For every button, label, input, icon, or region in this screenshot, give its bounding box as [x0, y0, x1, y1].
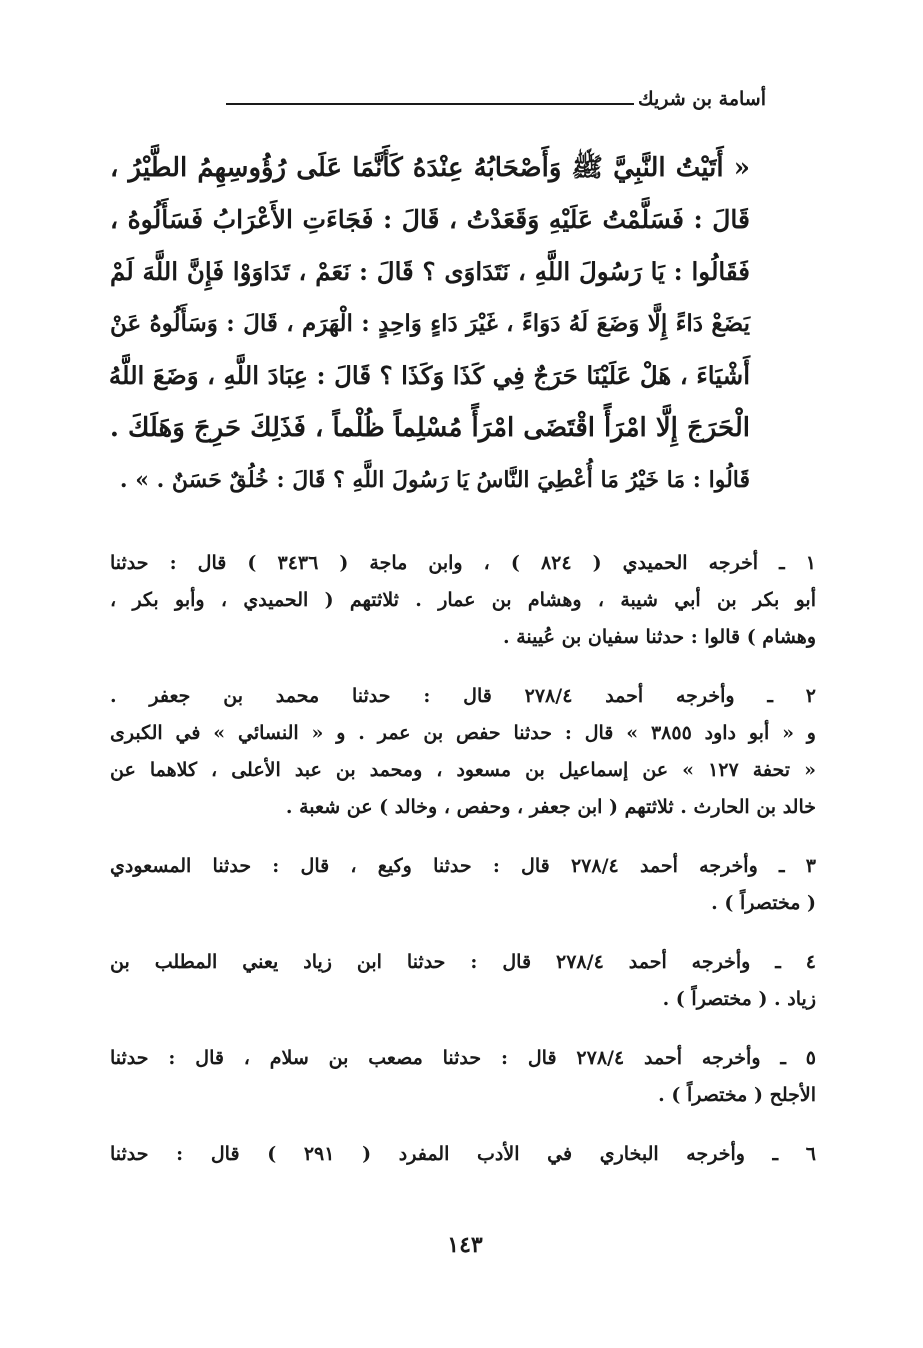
hadith-text [110, 142, 750, 506]
hadith-line: قَالُوا : مَا خَيْرُ مَا أُعْطِيَ النَّاسُ يَا رَسُولَ اللَّهِ ؟ قَالَ : خُلُقٌ حَسَنٌ . » . [119, 467, 750, 493]
hadith-line: أَشْيَاءَ ، هَلْ عَلَيْنَا حَرَجٌ فِي كَذَا وَكَذَا ؟ قَالَ : عِبَادَ اللَّهِ ، وَضَعَ اللَّهُ [108, 361, 750, 390]
footnote-line: أبو بكر بن أبي شيبة ، وهشام بن عمار . ثلاثتهم ( الحميدي ، وأبو بكر ، [110, 589, 816, 611]
footnote-line: و « أبو داود ٣٨٥٥ » قال : حدثنا حفص بن عمر . و « النسائي » في الكبرى [110, 722, 816, 744]
page-number: ١٤٣ [447, 1232, 483, 1258]
hadith-line: الْحَرَجَ إِلَّا امْرَأً اقْتَضَى امْرَأً مُسْلِماً ظُلْماً ، فَذَلِكَ حَرِجَ وَهَلَكَ . [109, 413, 750, 443]
footnote-4 [110, 944, 816, 1018]
footnote-line: وهشام ) قالوا : حدثنا سفيان بن عُيينة . [503, 626, 816, 648]
hadith-line: يَضَعْ دَاءً إِلَّا وَضَعَ لَهُ دَوَاءً ، غَيْرَ دَاءٍ وَاحِدٍ : الْهَرَم ، قَالَ : وَسَأَلُوهُ عَنْ [110, 310, 750, 337]
footnote-line: ٤ ـ وأخرجه أحمد ٢٧٨/٤ قال : حدثنا ابن زياد يعني المطلب بن [110, 951, 817, 973]
footnote-line: « تحفة ١٢٧ » عن إسماعيل بن مسعود ، ومحمد بن عبد الأعلى ، كلاهما عن [110, 759, 816, 781]
footnote-line: زياد . ( مختصراً ) . [662, 988, 816, 1010]
footnote-3 [110, 848, 816, 922]
footnote-5 [110, 1040, 816, 1114]
footnote-2 [110, 678, 816, 826]
footnote-line: ٢ ـ وأخرجه أحمد ٢٧٨/٤ قال : حدثنا محمد بن جعفر . [110, 685, 817, 707]
footnote-line: خالد بن الحارث . ثلاثتهم ( ابن جعفر ، وحفص ، وخالد ) عن شعبة . [285, 796, 816, 818]
footnote-line: ٥ ـ وأخرجه أحمد ٢٧٨/٤ قال : حدثنا مصعب بن سلام ، قال : حدثنا [110, 1047, 817, 1069]
footnote-line: ٣ ـ وأخرجه أحمد ٢٧٨/٤ قال : حدثنا وكيع ، قال : حدثنا المسعودي [110, 855, 816, 877]
hadith-line: قَالَ : فَسَلَّمْتُ عَلَيْهِ وَقَعَدْتُ ، قَالَ : فَجَاءَتِ الأَعْرَابُ فَسَأَلُوهُ ، [110, 205, 750, 234]
hadith-line: فَقَالُوا : يَا رَسُولَ اللَّهِ ، نَتَدَاوَى ؟ قَالَ : نَعَمْ ، تَدَاوَوْا فَإِنَّ اللَّهَ لَمْ [110, 257, 750, 286]
header-title: أسامة بن شريك [637, 88, 766, 110]
footnote-line: ١ ـ أخرجه الحميدي ( ٨٢٤ ) ، وابن ماجة ( ٣٤٣٦ ) قال : حدثنا [110, 552, 817, 574]
running-header [226, 88, 766, 118]
header-rule [226, 103, 634, 105]
footnote-line: ٦ ـ وأخرجه البخاري في الأدب المفرد ( ٢٩١ ) قال : حدثنا [110, 1143, 817, 1165]
hadith-line: « أَتَيْتُ النَّبِيَّ ﷺ وَأَصْحَابُهُ عِنْدَهُ كَأَنَّمَا عَلَى رُؤُوسِهِمُ الطَّيْرُ ، [110, 153, 750, 183]
footnotes [110, 545, 816, 1195]
footnote-1 [110, 545, 816, 656]
footnote-line: ( مختصراً ) . [711, 892, 816, 914]
footnote-6 [110, 1136, 816, 1173]
footnote-line: الأجلح ( مختصراً ) . [658, 1084, 816, 1106]
